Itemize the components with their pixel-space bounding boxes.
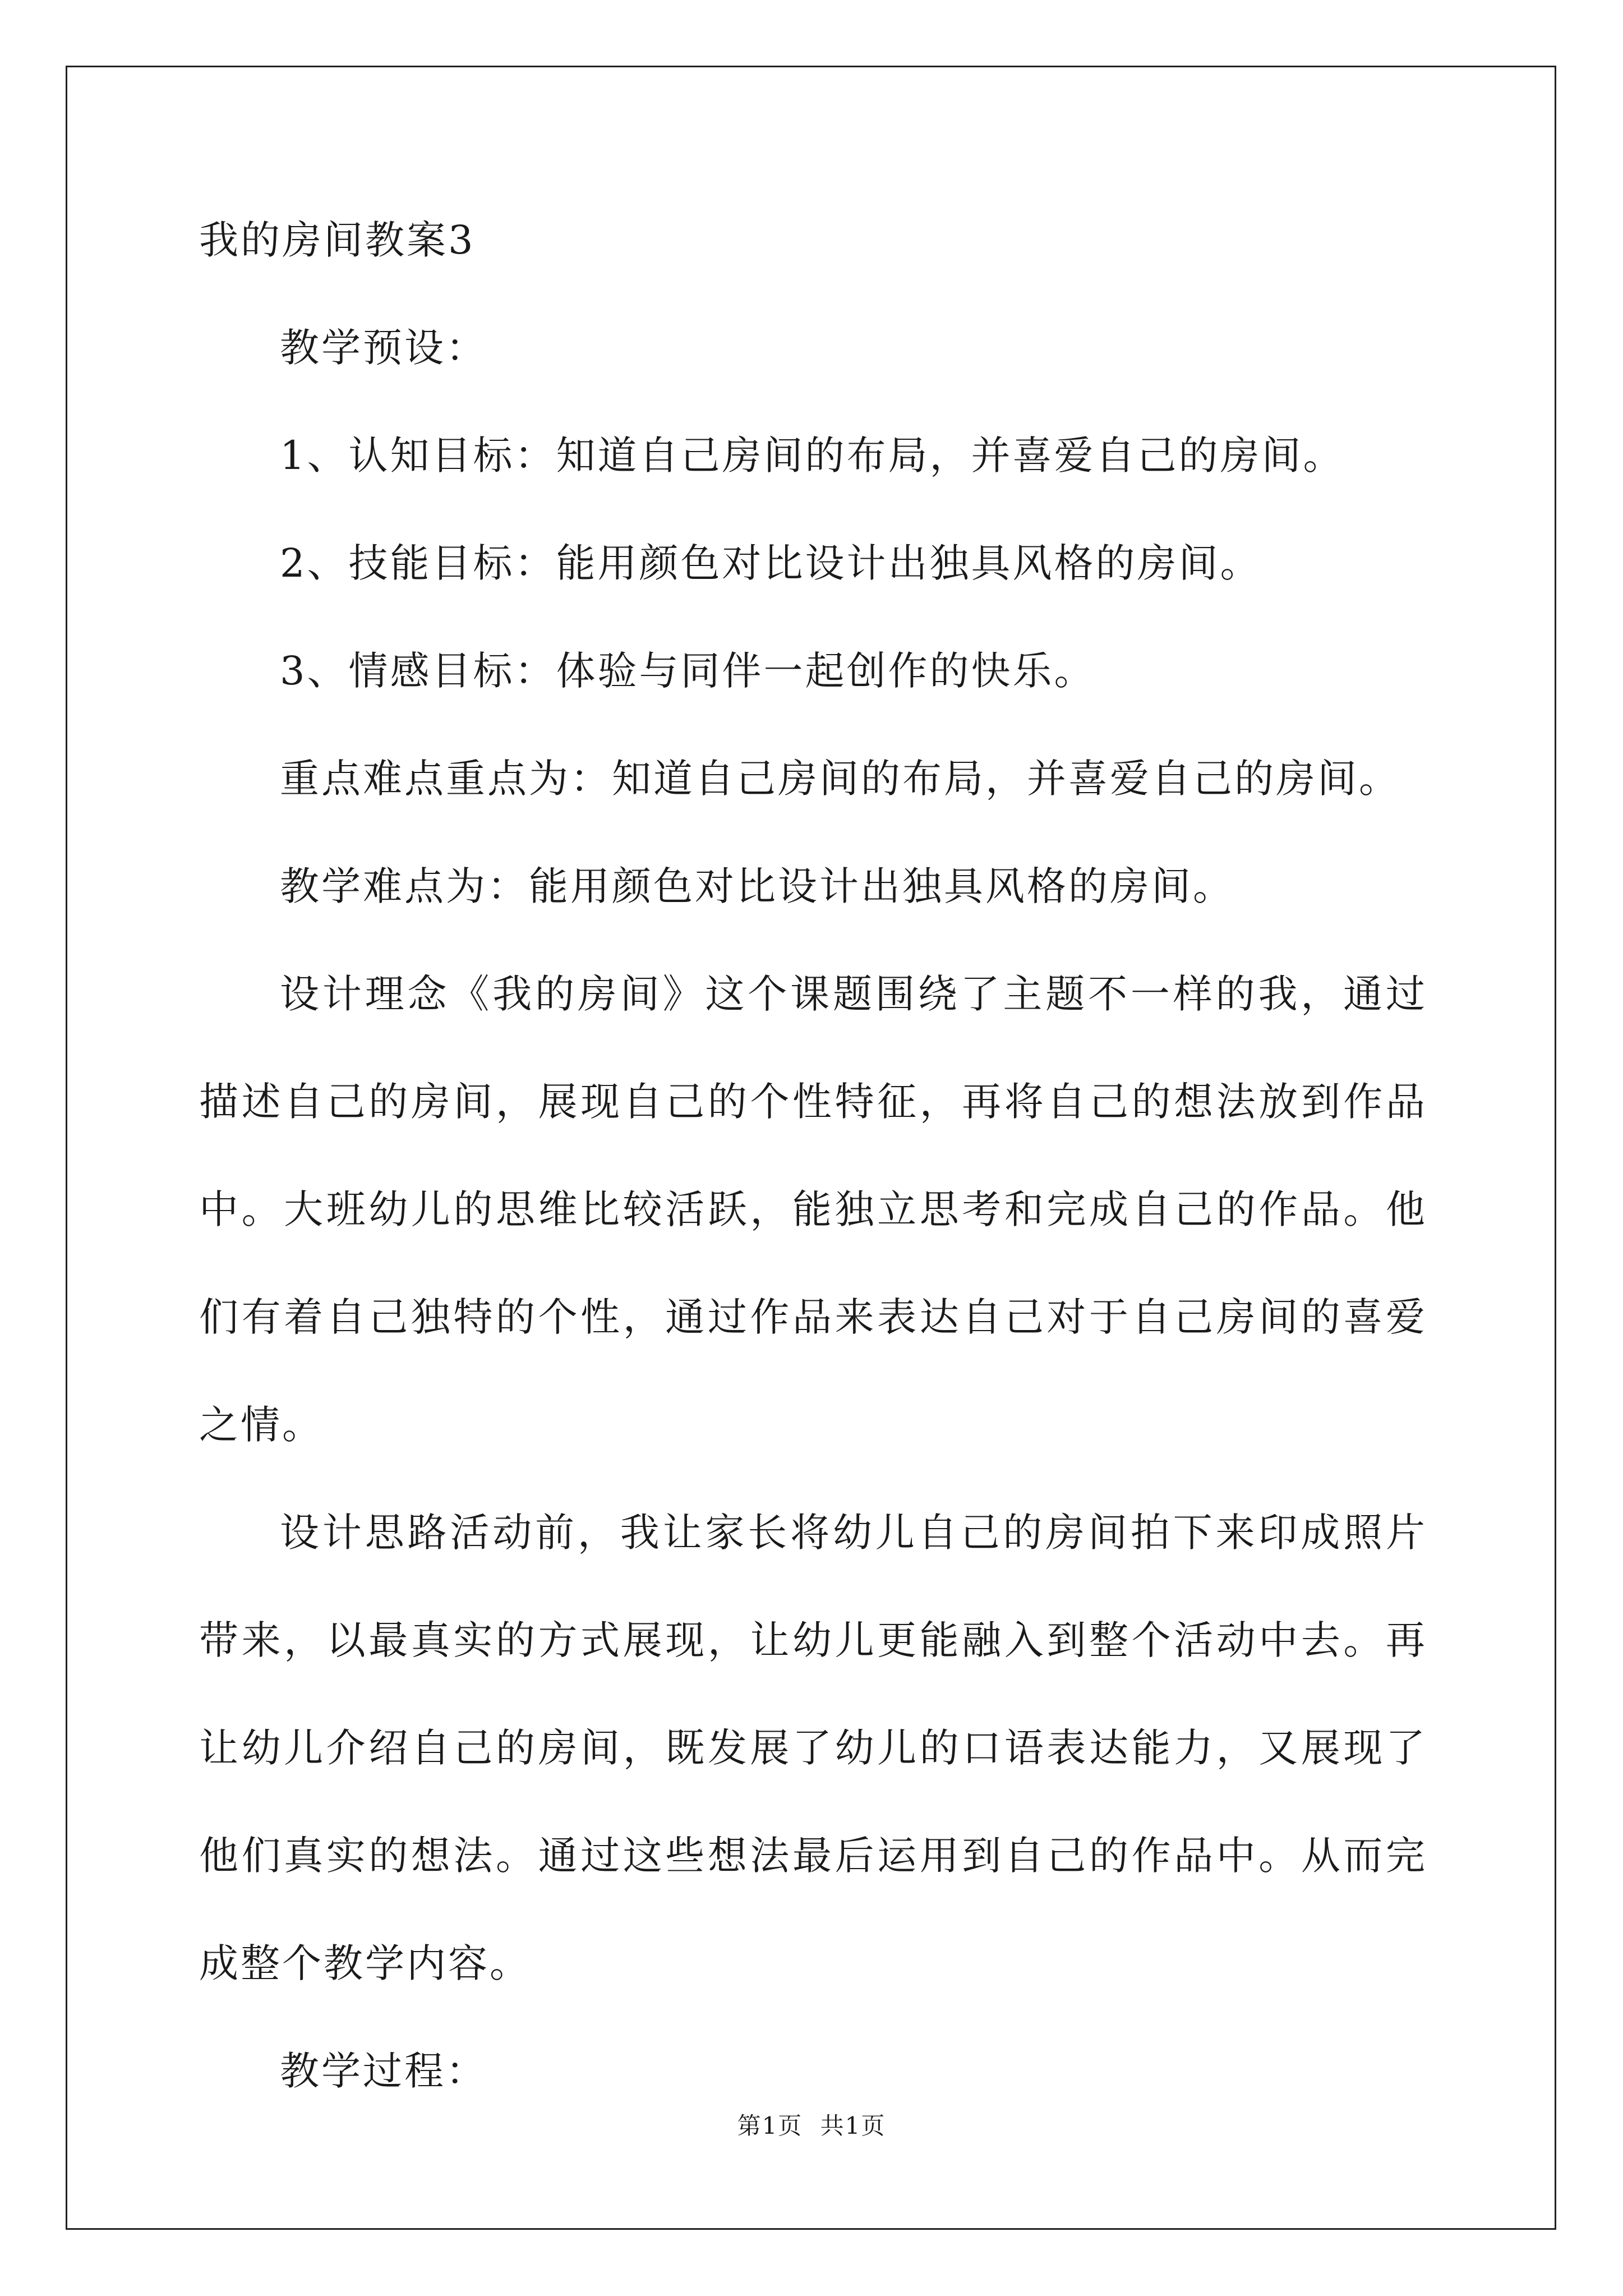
paragraph-teaching-process: 教学过程：: [280, 2048, 487, 2094]
document-body: [199, 213, 1427, 2152]
paragraph-emotional-goal: 3、情感目标：体验与同伴一起创作的快乐。: [280, 648, 1096, 694]
page-number: 第1页: [737, 2112, 803, 2139]
paragraph-difficulty: 教学难点为：能用颜色对比设计出独具风格的房间。: [280, 863, 1234, 909]
paragraph-key-points: 重点难点重点为：知道自己房间的布局，并喜爱自己的房间。: [280, 756, 1400, 802]
page-footer: [0, 2108, 1623, 2141]
paragraph-design-concept: 设计理念《我的房间》这个课题围绕了主题不一样的我，通过描述自己的房间，展现自己的个性特征，再将自己的想法放到作品中。大班幼儿的思维比较活跃，能独立思考和完成自己的作品。他们有着自己独特的个性，通过作品来表达自己对于自己房间的喜爱之情。: [199, 971, 1427, 1448]
page-total: 共1页: [820, 2112, 886, 2139]
paragraph-design-idea: 设计思路活动前，我让家长将幼儿自己的房间拍下来印成照片带来，以最真实的方式展现，让幼儿更能融入到整个活动中去。再让幼儿介绍自己的房间，既发展了幼儿的口语表达能力，又展现了他们真实的想法。通过这些想法最后运用到自己的作品中。从而完成整个教学内容。: [199, 1510, 1427, 1986]
document-title: 我的房间教案3: [199, 217, 476, 263]
paragraph-teaching-preset: 教学预设：: [280, 325, 487, 371]
paragraph-skill-goal: 2、技能目标：能用颜色对比设计出独具风格的房间。: [280, 540, 1262, 586]
paragraph-cognitive-goal: 1、认知目标：知道自己房间的布局，并喜爱自己的房间。: [280, 432, 1345, 478]
